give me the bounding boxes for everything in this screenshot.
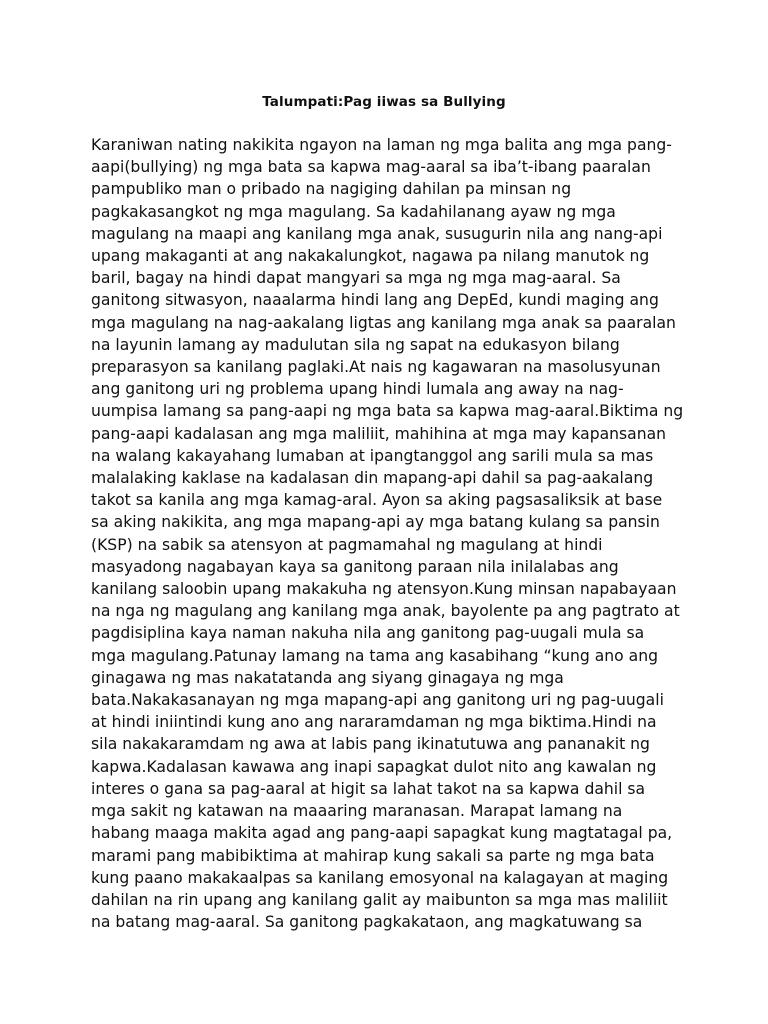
body-text-line: kanilang saloobin upang makakuha ng atensyon.Kung minsan napabayaan [91, 580, 677, 599]
body-text-line: pagkakasangkot ng mga magulang. Sa kadahilanang ayaw ng mga [91, 202, 616, 221]
body-text-line: pampubliko man o pribado na nagiging dahilan pa minsan ng [91, 180, 572, 199]
body-text-line: kapwa.Kadalasan kawawa ang inapi sapagkat dulot nito ang kawalan ng [91, 757, 657, 776]
body-text-line: pang-aapi kadalasan ang mga maliliit, mahihina at mga may kapansanan [91, 424, 667, 443]
body-text-line: bata.Nakakasanayan ng mga mapang-api ang ganitong uri ng pag-uugali [91, 691, 664, 710]
body-text-line: na batang mag-aaral. Sa ganitong pagkakataon, ang magkatuwang sa [91, 913, 643, 932]
body-text-line: ganitong sitwasyon, naaalarma hindi lang ang DepEd, kundi maging ang [91, 291, 659, 310]
document-body [91, 134, 683, 933]
body-text-line: sa aking nakikita, ang mga mapang-api ay mga batang kulang sa pansin [91, 513, 660, 532]
body-text-line: ang ganitong uri ng problema upang hindi lumala ang away na nag- [91, 380, 624, 399]
body-text-line: magulang na maapi ang kanilang mga anak, susugurin nila ang nang-api [91, 224, 663, 243]
body-text-line: na nga ng magulang ang kanilang mga anak, bayolente pa ang pagtrato at [91, 602, 680, 621]
body-text-line: takot sa kanila ang mga kamag-aral. Ayon sa aking pagsasaliksik at base [91, 491, 663, 510]
body-text-line: marami pang mabibiktima at mahirap kung sakali sa parte ng mga bata [91, 846, 655, 865]
body-text-line: malalaking kaklase na kadalasan din mapang-api dahil sa pag-aakalang [91, 469, 654, 488]
body-text-line: mga sakit ng katawan na maaaring maranasan. Marapat lamang na [91, 802, 623, 821]
body-text-line: uumpisa lamang sa pang-aapi ng mga bata sa kapwa mag-aaral.Biktima ng [91, 402, 684, 421]
body-text-line: preparasyon sa kanilang paglaki.At nais ng kagawaran na masolusyunan [91, 358, 661, 377]
body-text-line: habang maaga makita agad ang pang-aapi sapagkat kung magtatagal pa, [91, 824, 673, 843]
body-text-line: masyadong nagabayan kaya sa ganitong paraan nila inilalabas ang [91, 557, 619, 576]
body-text-line: mga magulang.Patunay lamang na tama ang kasabihang “kung ano ang [91, 646, 658, 665]
body-text-line: dahilan na rin upang ang kanilang galit ay maibunton sa mga mas maliliit [91, 890, 668, 909]
body-text-line: pagdisiplina kaya naman nakuha nila ang ganitong pag-uugali mula sa [91, 624, 645, 643]
body-text-line: na walang kakayahang lumaban at ipangtanggol ang sarili mula sa mas [91, 446, 654, 465]
body-text-line: at hindi iniintindi kung ano ang nararamdaman ng mga biktima.Hindi na [91, 713, 657, 732]
body-text-line: baril, bagay na hindi dapat mangyari sa mga ng mga mag-aaral. Sa [91, 269, 621, 288]
body-text-line: ginagawa ng mas nakatatanda ang siyang ginagaya ng mga [91, 668, 564, 687]
body-text-line: na layunin lamang ay madulutan sila ng sapat na edukasyon bilang [91, 335, 620, 354]
document-title: Talumpati:Pag iiwas sa Bullying [262, 94, 506, 110]
body-text-line: sila nakakaramdam ng awa at labis pang ikinatutuwa ang pananakit ng [91, 735, 650, 754]
body-text-line: interes o gana sa pag-aaral at higit sa lahat takot na sa kapwa dahil sa [91, 779, 646, 798]
body-text-line: Karaniwan nating nakikita ngayon na laman ng mga balita ang mga pang- [91, 136, 672, 154]
body-text-line: (KSP) na sabik sa atensyon at pagmamahal ng magulang at hindi [91, 535, 603, 554]
body-text-line: upang makaganti at ang nakakalungkot, nagawa pa nilang manutok ng [91, 247, 650, 266]
body-text-line: mga magulang na nag-aakalang ligtas ang kanilang mga anak sa paaralan [91, 313, 676, 332]
body-text-line: kung paano makakaalpas sa kanilang emosyonal na kalagayan at maging [91, 868, 669, 887]
body-text-line: aapi(bullying) ng mga bata sa kapwa mag-aaral sa iba’t-ibang paaralan [91, 158, 651, 177]
